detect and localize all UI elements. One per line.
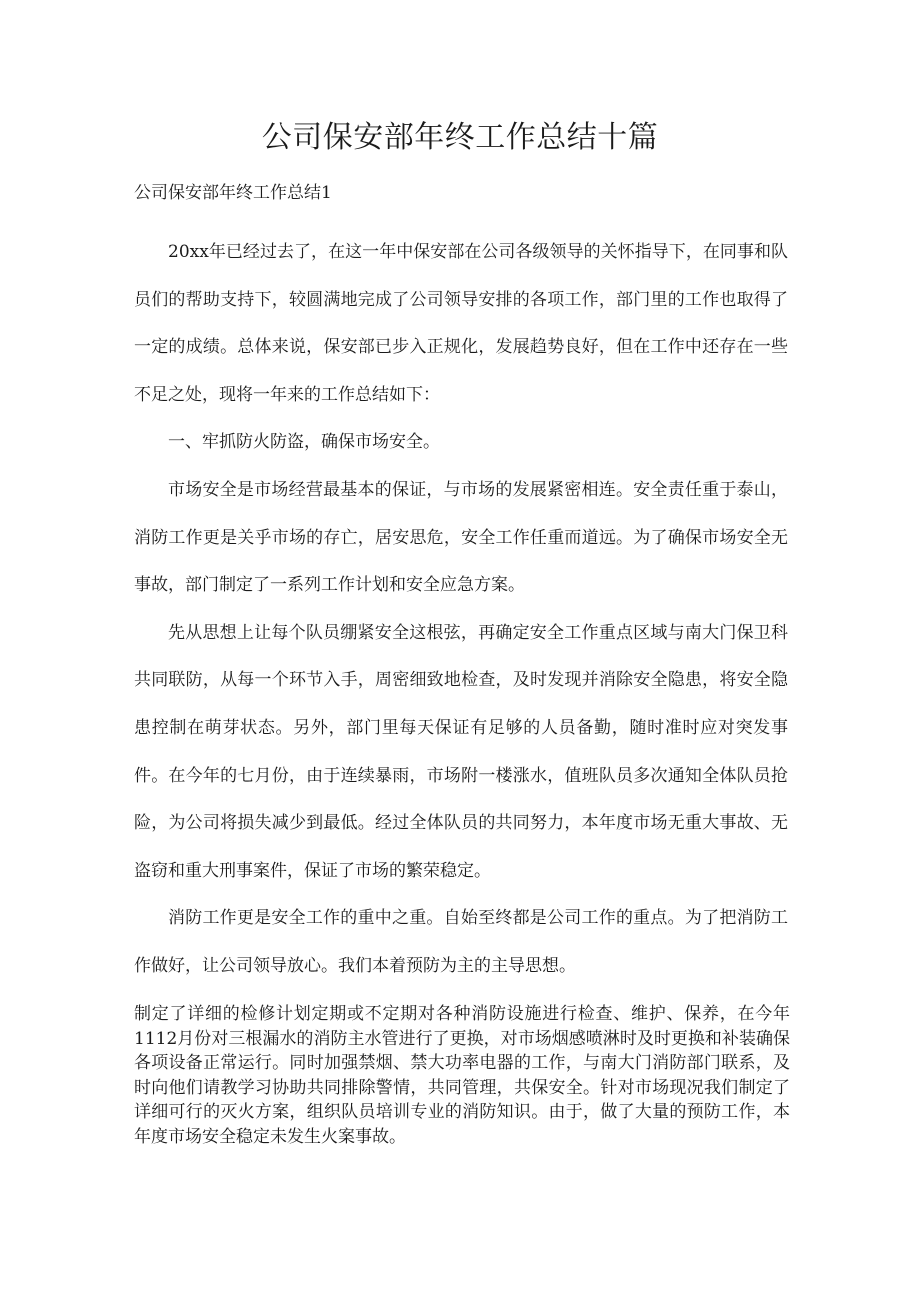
paragraph-security-measures: 先从思想上让每个队员绷紧安全这根弦，再确定安全工作重点区域与南大门保卫科共同联防，从每一个环节入手，周密细致地检查，及时发现并消除安全隐患，将安全隐患控制在萌芽状态。另外，部门里每天保证有足够的人员备勤，随时准时应对突发事件。在今年的七月份，由于连续暴雨，市场附一楼涨水，值班队员多次通知全体队员抢险，为公司将损失减少到最低。经过全体队员的共同努力，本年度市场无重大事故、无盗窃和重大刑事案件，保证了市场的繁荣稳定。 [134,622,788,881]
paragraph-section-heading: 一、牢抓防火防盗，确保市场安全。 [168,432,440,453]
document-title: 公司保安部年终工作总结十篇 [261,120,659,155]
paragraph-maintenance-plan: 制定了详细的检修计划定期或不定期对各种消防设施进行检查、维护、保养，在今年1112月份对三根漏水的消防主水管进行了更换，对市场烟感喷淋时及时更换和补装确保各项设备正常运行。同时加强禁烟、禁大功率电器的工作，与南大门消防部门联系，及时向他们请教学习协助共同排除警情，共同管理，共保安全。针对市场现况我们制定了详细可行的灭火方案，组织队员培训专业的消防知识。由于，做了大量的预防工作，本年度市场安全稳定未发生火案事故。 [134,1004,790,1147]
body-text [134,229,788,991]
paragraph-intro: 20xx年已经过去了，在这一年中保安部在公司各级领导的关怀指导下，在同事和队员们的帮助支持下，较圆满地完成了公司领导安排的各项工作，部门里的工作也取得了一定的成绩。总体来说，保安部已步入正规化，发展趋势良好，但在工作中还存在一些不足之处，现将一年来的工作总结如下： [134,242,788,405]
paragraph-fire-prevention: 消防工作更是安全工作的重中之重。自始至终都是公司工作的重点。为了把消防工作做好，让公司领导放心。我们本着预防为主的主导思想。 [134,908,788,976]
section-heading: 公司保安部年终工作总结1 [134,183,332,203]
paragraph-market-safety: 市场安全是市场经营最基本的保证，与市场的发展紧密相连。安全责任重于泰山，消防工作更是关乎市场的存亡，居安思危，安全工作任重而道远。为了确保市场安全无事故，部门制定了一系列工作计划和安全应急方案。 [134,479,788,596]
